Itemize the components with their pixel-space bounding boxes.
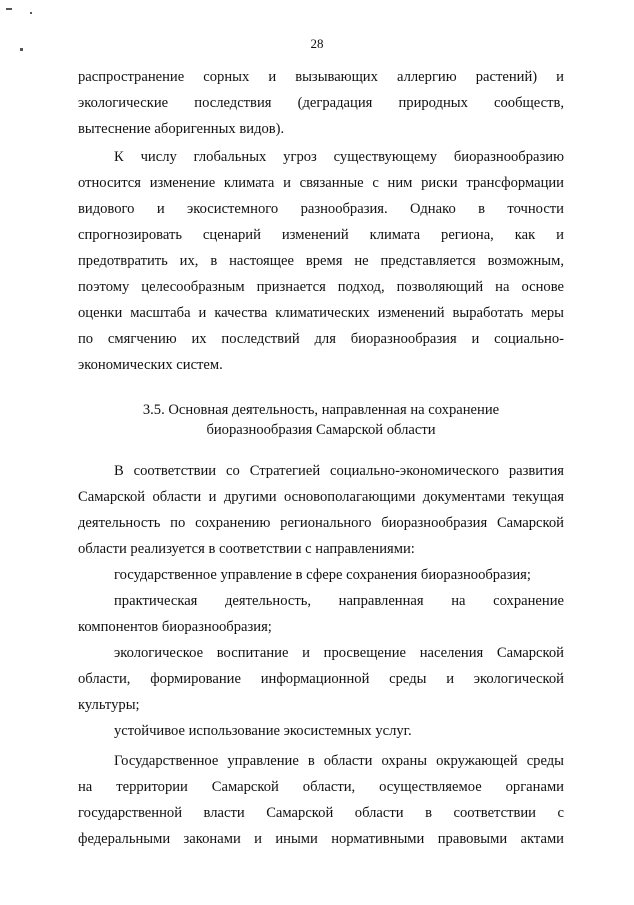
page-number: 28 bbox=[310, 36, 324, 51]
text-line: Государственное управление в области охраны окружающей среды bbox=[114, 753, 564, 769]
text-line: области реализуется в соответствии с направлениями: bbox=[78, 541, 415, 557]
text-line: К числу глобальных угроз существующему биоразнообразию bbox=[114, 149, 564, 165]
text-line: федеральными законами и иными нормативными правовыми актами bbox=[78, 831, 564, 847]
text-line: устойчивое использование экосистемных услуг. bbox=[114, 723, 412, 739]
list-item bbox=[78, 718, 564, 744]
list-item bbox=[78, 562, 564, 588]
text-line: распространение сорных и вызывающих аллергию растений) и bbox=[78, 69, 564, 85]
heading-line: 3.5. Основная деятельность, направленная на сохранение bbox=[142, 402, 500, 418]
scan-mark bbox=[6, 8, 12, 10]
text-line: государственной власти Самарской области в соответствии с bbox=[78, 805, 564, 821]
paragraph-1 bbox=[78, 64, 564, 142]
text-line: спрогнозировать сценарий изменений климата региона, как и bbox=[78, 227, 564, 243]
text-line: деятельность по сохранению регионального биоразнообразия Самарской bbox=[78, 515, 564, 531]
scan-mark bbox=[30, 12, 32, 14]
text-line: Самарской области и другими основополагающими документами текущая bbox=[78, 489, 564, 505]
text-line: экономических систем. bbox=[78, 357, 223, 373]
text-line: государственное управление в сфере сохранения биоразнообразия; bbox=[114, 567, 531, 583]
text-line: компонентов биоразнообразия; bbox=[78, 619, 272, 635]
section-heading bbox=[78, 400, 564, 440]
text-line: практическая деятельность, направленная на сохранение bbox=[114, 593, 564, 609]
text-line: относится изменение климата и связанные с ним риски трансформации bbox=[78, 175, 564, 191]
text-line: экологические последствия (деградация природных сообществ, bbox=[78, 95, 564, 111]
text-line: экологическое воспитание и просвещение населения Самарской bbox=[114, 645, 564, 661]
paragraph-3 bbox=[78, 458, 564, 562]
paragraph-4 bbox=[78, 748, 564, 852]
text-line: на территории Самарской области, осуществляемое органами bbox=[78, 779, 564, 795]
heading-line: биоразнообразия Самарской области bbox=[206, 422, 436, 438]
list-item bbox=[78, 588, 564, 640]
paragraph-2 bbox=[78, 144, 564, 378]
text-line: предотвратить их, в настоящее время не представляется возможным, bbox=[78, 253, 564, 269]
text-line: поэтому целесообразным признается подход, позволяющий на основе bbox=[78, 279, 564, 295]
text-line: оценки масштаба и качества климатических изменений выработать меры bbox=[78, 305, 564, 321]
text-line: области, формирование информационной среды и экологической bbox=[78, 671, 564, 687]
text-line: В соответствии со Стратегией социально-экономического развития bbox=[114, 463, 564, 479]
text-line: культуры; bbox=[78, 697, 140, 713]
list-item bbox=[78, 640, 564, 718]
text-line: по смягчению их последствий для биоразнообразия и социально- bbox=[78, 331, 564, 347]
text-line: вытеснение аборигенных видов). bbox=[78, 121, 285, 137]
text-line: видового и экосистемного разнообразия. Однако в точности bbox=[78, 201, 564, 217]
